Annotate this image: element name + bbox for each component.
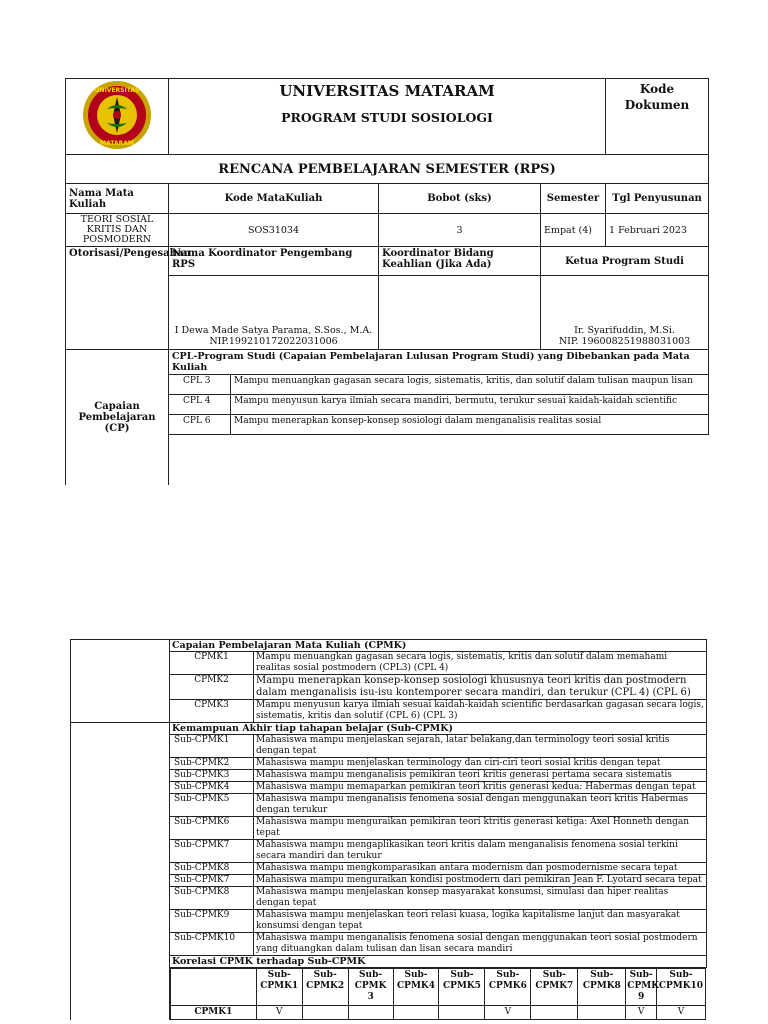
logo-text-top: UNIVERSITAS xyxy=(94,87,140,94)
korelasi-col-header: Sub- CPMK10 xyxy=(656,969,705,1006)
subcpmk-text: Mahasiswa mampu menganalisis fenomena sosial dengan menggunakan teori sosial postmodern yang dituangkan dalam tulisan dan lisan secara mandiri xyxy=(254,933,707,956)
subcpmk-text: Mahasiswa mampu menjelaskan teori relasi kuasa, logika kapitalisme lanjut dan masyarakat konsumsi dengan tepat xyxy=(254,910,707,933)
label-otorisasi: Otorisasi/Pengesahan xyxy=(66,247,169,276)
korelasi-col-header: Sub- CPMK1 xyxy=(256,969,302,1006)
koordinator-signature xyxy=(169,276,379,350)
label-tgl: Tgl Penyusunan xyxy=(606,184,709,214)
cpmk-page xyxy=(70,639,706,1020)
korelasi-row xyxy=(171,1006,706,1020)
value-tgl: 1 Februari 2023 xyxy=(606,214,709,247)
subcpmk-text: Mahasiswa mampu menganalisis pemikiran teori kritis generasi pertama secara sistematis xyxy=(254,770,707,782)
subcpmk-text: Mahasiswa mampu menjelaskan konsep masyarakat konsumsi, simulasi dan hiper realitas dengan tepat xyxy=(254,887,707,910)
korelasi-mark xyxy=(578,1006,626,1020)
cpmk-code: CPMK3 xyxy=(170,700,254,723)
value-nama-mk: TEORI SOSIAL KRITIS DAN POSMODERN xyxy=(66,214,169,247)
korelasi-col-header: Sub- CPMK 3 xyxy=(348,969,393,1006)
subcpmk-code: Sub-CPMK1 xyxy=(170,735,254,758)
korelasi-col-header: Sub- CPMK6 xyxy=(485,969,531,1006)
label-ketua: Ketua Program Studi xyxy=(541,247,709,276)
label-koordinator-bidang: Koordinator Bidang Keahlian (Jika Ada) xyxy=(379,247,541,276)
ketua-signature xyxy=(541,276,709,350)
korelasi-mark xyxy=(531,1006,578,1020)
cpmk-code: CPMK2 xyxy=(170,675,254,700)
cpl-text: Mampu menerapkan konsep-konsep sosiologi dalam menganalisis realitas sosial xyxy=(231,415,709,435)
korelasi-col-header: Sub- CPMK 9 xyxy=(626,969,657,1006)
cpmk-table xyxy=(70,639,707,1020)
korelasi-table xyxy=(170,968,706,1020)
korelasi-mark: V xyxy=(485,1006,531,1020)
korelasi-mark: V xyxy=(626,1006,657,1020)
ketua-nip: NIP. 196008251988031003 xyxy=(558,336,691,347)
subcpmk-code: Sub-CPMK7 xyxy=(170,875,254,887)
cpl-text: Mampu menuangkan gagasan secara logis, sistematis, kritis, dan solutif dalam tulisan maupun lisan xyxy=(231,375,709,395)
subcpmk-code: Sub-CPMK3 xyxy=(170,770,254,782)
subcpmk-text: Mahasiswa mampu menguraikan pemikiran teori ktritis generasi ketiga: Axel Honneth dengan tepat xyxy=(254,817,707,840)
subcpmk-code: Sub-CPMK6 xyxy=(170,817,254,840)
label-kode-mk: Kode MataKuliah xyxy=(169,184,379,214)
subcpmk-left-blank xyxy=(71,723,170,1021)
cpmk-text: Mampu menerapkan konsep-konsep sosiologi khususnya teori kritis dan postmodern dalam menganalisis isu-isu kontemporer secara mandiri, dan terukur (CPL 4) (CPL 6) xyxy=(254,675,707,700)
subcpmk-text: Mahasiswa mampu mengaplikasikan teori kritis dalam menganalisis fenomena sosial terkini secara mandiri dan terukur xyxy=(254,840,707,863)
label-nama-mk: Nama Mata Kuliah xyxy=(66,184,169,214)
subcpmk-code: Sub-CPMK8 xyxy=(170,863,254,875)
value-bobot: 3 xyxy=(379,214,541,247)
cpmk-text: Mampu menyusun karya ilmiah sesuai kaidah-kaidah scientific berdasarkan gagasan secara logis, sistematis, kritis dan solutif (CPL 6) (CPL 3) xyxy=(254,700,707,723)
cpl-code: CPL 6 xyxy=(169,415,231,435)
subcpmk-code: Sub-CPMK5 xyxy=(170,794,254,817)
kode-dokumen: Kode Dokumen xyxy=(606,79,709,155)
subcpmk-text: Mahasiswa mampu menjelaskan terminology dan ciri-ciri teori sosial kritis dengan tepat xyxy=(254,758,707,770)
subcpmk-text: Mahasiswa mampu menjelaskan sejarah, latar belakang,dan terminology teori sosial kritis dengan tepat xyxy=(254,735,707,758)
korelasi-row-label: CPMK1 xyxy=(171,1006,257,1020)
korelasi-col-header: Sub- CPMK5 xyxy=(439,969,485,1006)
value-kode-mk: SOS31034 xyxy=(169,214,379,247)
korelasi-mark xyxy=(393,1006,439,1020)
rps-header-page xyxy=(65,78,708,485)
cpmk-title: Capaian Pembelajaran Mata Kuliah (CPMK) xyxy=(170,640,707,652)
label-koordinator-rps: Nama Koordinator Pengembang RPS xyxy=(169,247,379,276)
bidang-signature xyxy=(379,276,541,350)
korelasi-mark: V xyxy=(656,1006,705,1020)
subcpmk-code: Sub-CPMK8 xyxy=(170,887,254,910)
value-semester: Empat (4) xyxy=(541,214,606,247)
korelasi-mark xyxy=(302,1006,348,1020)
koordinator-nip: NIP.199210172022031006 xyxy=(209,336,338,347)
label-bobot: Bobot (sks) xyxy=(379,184,541,214)
koordinator-name: I Dewa Made Satya Parama, S.Sos., M.A. xyxy=(174,325,373,336)
subcpmk-code: Sub-CPMK2 xyxy=(170,758,254,770)
subcpmk-code: Sub-CPMK10 xyxy=(170,933,254,956)
cpmk-left-blank xyxy=(71,640,170,723)
korelasi-col-header: Sub- CPMK4 xyxy=(393,969,439,1006)
subcpmk-code: Sub-CPMK9 xyxy=(170,910,254,933)
label-semester: Semester xyxy=(541,184,606,214)
korelasi-mark: V xyxy=(256,1006,302,1020)
logo-cell xyxy=(66,79,169,155)
program-name: PROGRAM STUDI SOSIOLOGI xyxy=(281,110,493,125)
korelasi-mark xyxy=(348,1006,393,1020)
cp-label: Capaian Pembelajaran (CP) xyxy=(66,350,169,486)
rps-header-table xyxy=(65,78,709,485)
logo-text-bottom: MATARAM xyxy=(100,140,134,147)
subcpmk-text: Mahasiswa mampu mengkomparasikan antara modernism dan posmodernisme secara tepat xyxy=(254,863,707,875)
institution-cell xyxy=(169,79,606,155)
subcpmk-code: Sub-CPMK7 xyxy=(170,840,254,863)
subcpmk-code: Sub-CPMK4 xyxy=(170,782,254,794)
rps-title: RENCANA PEMBELAJARAN SEMESTER (RPS) xyxy=(66,155,709,184)
subcpmk-title: Kemampuan Akhir tiap tahapan belajar (Sub-CPMK) xyxy=(170,723,707,735)
cpl-title: CPL-Program Studi (Capaian Pembelajaran Lulusan Program Studi) yang Dibebankan pada Mata Kuliah xyxy=(169,350,709,375)
university-logo xyxy=(81,79,153,151)
korelasi-col-header: Sub- CPMK8 xyxy=(578,969,626,1006)
korelasi-mark xyxy=(439,1006,485,1020)
cpmk-text: Mampu menuangkan gagasan secara logis, sistematis, kritis dan solutif dalam memahami realitas sosial postmodern (CPL3) (CPL 4) xyxy=(254,652,707,675)
otorisasi-blank xyxy=(66,276,169,350)
subcpmk-text: Mahasiswa mampu memaparkan pemikiran teori kritis generasi kedua: Habermas dengan tepat xyxy=(254,782,707,794)
cpl-blank xyxy=(169,435,709,486)
cpl-text: Mampu menyusun karya ilmiah secara mandiri, bermutu, terukur sesuai kaidah-kaidah scientific xyxy=(231,395,709,415)
korelasi-corner xyxy=(171,969,257,1006)
cpl-code: CPL 3 xyxy=(169,375,231,395)
university-name: UNIVERSITAS MATARAM xyxy=(279,82,495,100)
korelasi-title: Korelasi CPMK terhadap Sub-CPMK xyxy=(170,956,707,968)
ketua-name: Ir. Syarifuddin, M.Si. xyxy=(574,325,675,336)
cpmk-code: CPMK1 xyxy=(170,652,254,675)
subcpmk-text: Mahasiswa mampu menguraikan kondisi postmodern dari pemikiran Jean F. Lyotard secara tepat xyxy=(254,875,707,887)
korelasi-container xyxy=(170,968,707,1021)
korelasi-col-header: Sub- CPMK7 xyxy=(531,969,578,1006)
korelasi-col-header: Sub- CPMK2 xyxy=(302,969,348,1006)
subcpmk-text: Mahasiswa mampu menganalisis fenomena sosial dengan menggunakan teori kritis Habermas dengan terukur xyxy=(254,794,707,817)
cpl-code: CPL 4 xyxy=(169,395,231,415)
